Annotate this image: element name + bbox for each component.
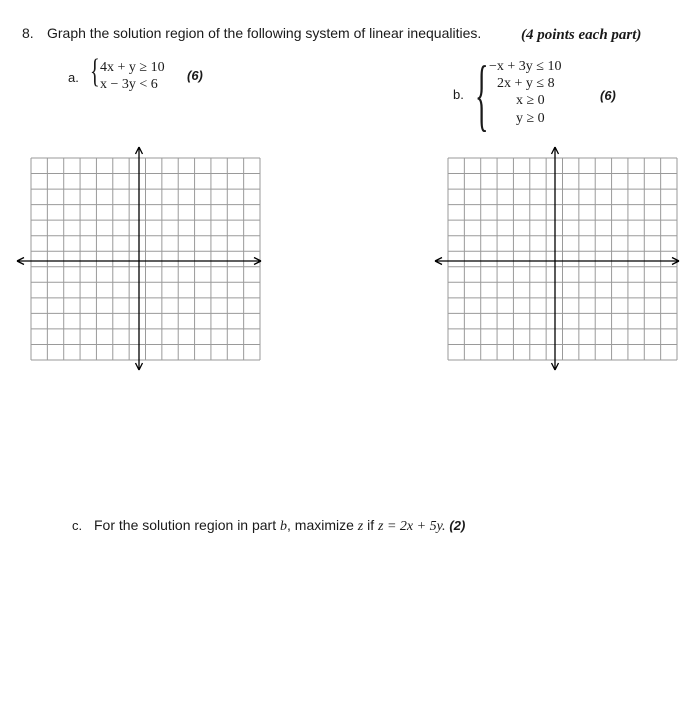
graph-grid-a[interactable] <box>14 144 264 374</box>
graph-grid-b[interactable] <box>432 144 682 374</box>
part-c-text-mid: , maximize <box>287 517 358 533</box>
question-prompt: Graph the solution region of the following system of linear inequalities. <box>47 25 482 41</box>
part-b-label: b. <box>453 87 464 102</box>
part-b-ineq-1: −x + 3y ≤ 10 <box>489 59 562 74</box>
part-b-brace: { <box>475 51 489 139</box>
part-c-label: c. <box>72 518 83 533</box>
part-a-ineq-1: 4x + y ≥ 10 <box>100 60 165 75</box>
part-a-brace: { <box>90 53 100 90</box>
question-number: 8. <box>22 25 34 41</box>
part-b-weight: (6) <box>600 88 616 103</box>
part-b-ineq-3: x ≥ 0 <box>516 93 545 108</box>
part-c-weight: (2) <box>449 518 466 533</box>
part-a-label: a. <box>68 70 79 85</box>
part-b-ineq-4: y ≥ 0 <box>516 111 545 126</box>
points-note: (4 points each part) <box>521 27 642 43</box>
part-c-part-ref: b <box>280 519 287 534</box>
part-a-weight: (6) <box>187 68 203 83</box>
part-c-equation: z = 2x + 5y. <box>378 519 446 534</box>
part-c-text <box>94 517 465 535</box>
part-b-ineq-2: 2x + y ≤ 8 <box>497 76 555 91</box>
part-c-text-before: For the solution region in part <box>94 517 280 533</box>
part-c-var: z <box>357 519 364 534</box>
part-a-ineq-2: x − 3y < 6 <box>100 77 158 92</box>
part-c-text-if: if <box>363 517 379 533</box>
